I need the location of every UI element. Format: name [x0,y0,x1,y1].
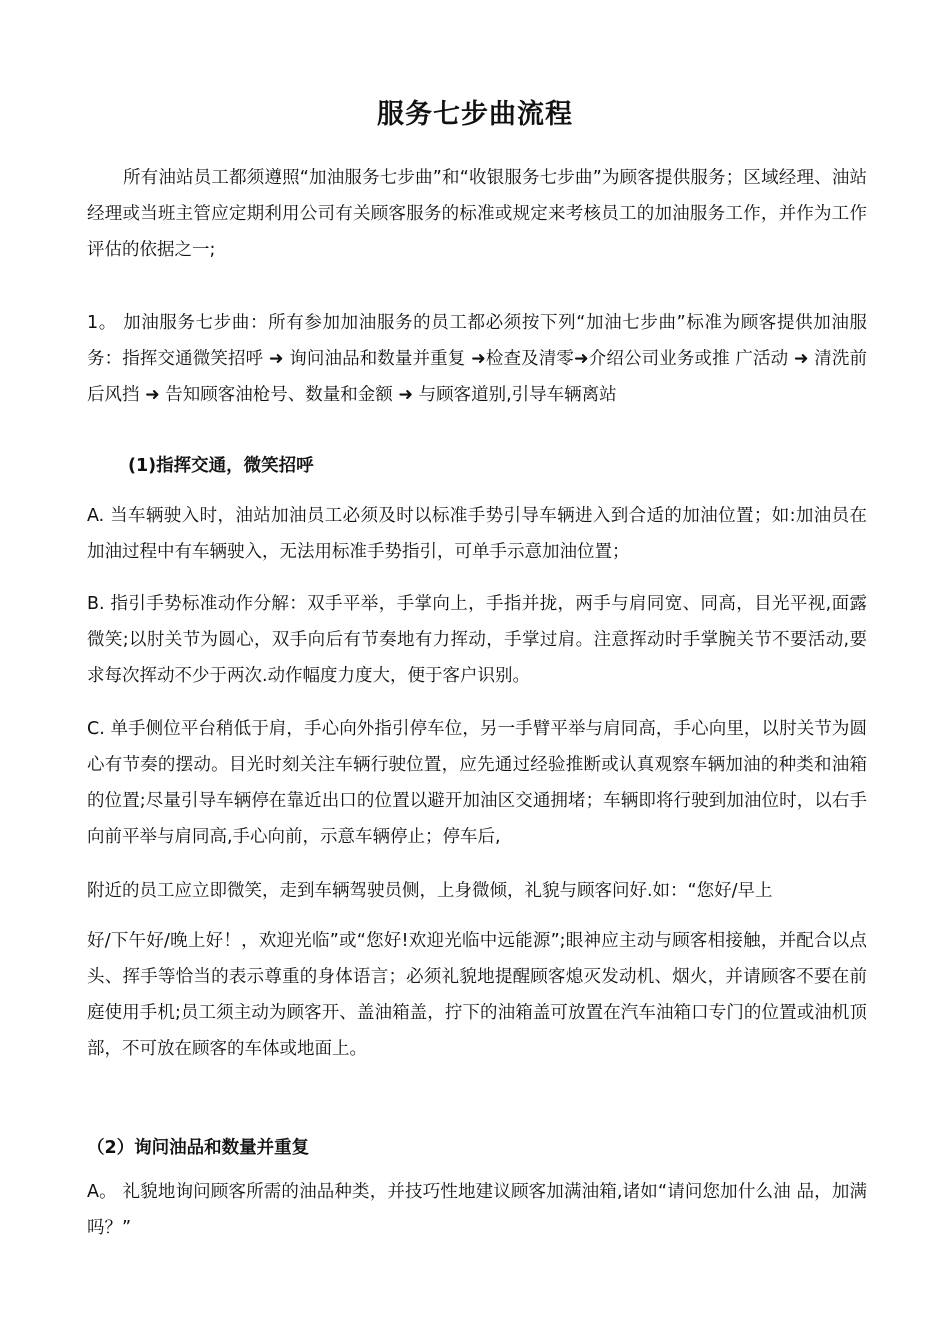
step-1-item-c-continued-2: 好/下午好/晚上好！，欢迎光临”或“您好!欢迎光临中远能源”;眼神应主动与顾客相接触，并配合以点头、挥手等恰当的表示尊重的身体语言；必须礼貌地提醒顾客熄灭发动机、烟火，并请顾客不要在前庭使用手机;员工须主动为顾客开、盖油箱盖，拧下的油箱盖可放置在汽车油箱口专门的位置或油机顶部，不可放在顾客的车体或地面上。 [87,931,867,1059]
intro-paragraph: 所有油站员工都须遵照“加油服务七步曲”和“收银服务七步曲”为顾客提供服务；区域经理、油站经理或当班主管应定期利用公司有关顾客服务的标准或规定来考核员工的加油服务工作，并作为工作评估的依据之一; [87,168,867,260]
step-1-item-a: A. 当车辆驶入时，油站加油员工必须及时以标准手势引导车辆进入到合适的加油位置；如:加油员在加油过程中有车辆驶入，无法用标准手势指引，可单手示意加油位置； [87,506,867,562]
step-1-item-c-continued: 附近的员工应立即微笑，走到车辆驾驶员侧，上身微倾，礼貌与顾客问好.如：“您好/早上 [87,881,773,901]
step-1-item-c: C. 单手侧位平台稍低于肩，手心向外指引停车位，另一手臂平举与肩同高，手心向里，以肘关节为圆心有节奏的摆动。目光时刻关注车辆行驶位置，应先通过经验推断或认真观察车辆加油的种类和油箱的位置;尽量引导车辆停在靠近出口的位置以避开加油区交通拥堵；车辆即将行驶到加油位时，以右手向前平举与肩同高,手心向前，示意车辆停止；停车后, [87,719,867,847]
step-2-heading: （2）询问油品和数量并重复 [87,1138,310,1158]
document-title: 服务七步曲流程 [377,99,573,130]
section-1-paragraph: 1。 加油服务七步曲：所有参加加油服务的员工都必须按下列“加油七步曲”标准为顾客提供加油服务：指挥交通微笑招呼 ➜ 询问油品和数量并重复 ➜检查及清零➜介绍公司业务或推 广活动 ➜ 清洗前后风挡 ➜ 告知顾客油枪号、数量和金额 ➜ 与顾客道别,引导车辆离站 [87,313,867,405]
step-2-item-a: A。 礼貌地询问顾客所需的油品种类，并技巧性地建议顾客加满油箱,诸如“请问您加什么油 品，加满吗？” [87,1182,867,1238]
step-1-heading: (1)指挥交通，微笑招呼 [128,456,314,476]
step-1-item-b: B. 指引手势标准动作分解：双手平举，手掌向上，手指并拢，两手与肩同宽、同高，目光平视,面露微笑;以肘关节为圆心，双手向后有节奏地有力挥动，手掌过肩。注意挥动时手掌腕关节不要活动,要求每次挥动不少于两次.动作幅度力度大，便于客户识别。 [87,594,867,686]
